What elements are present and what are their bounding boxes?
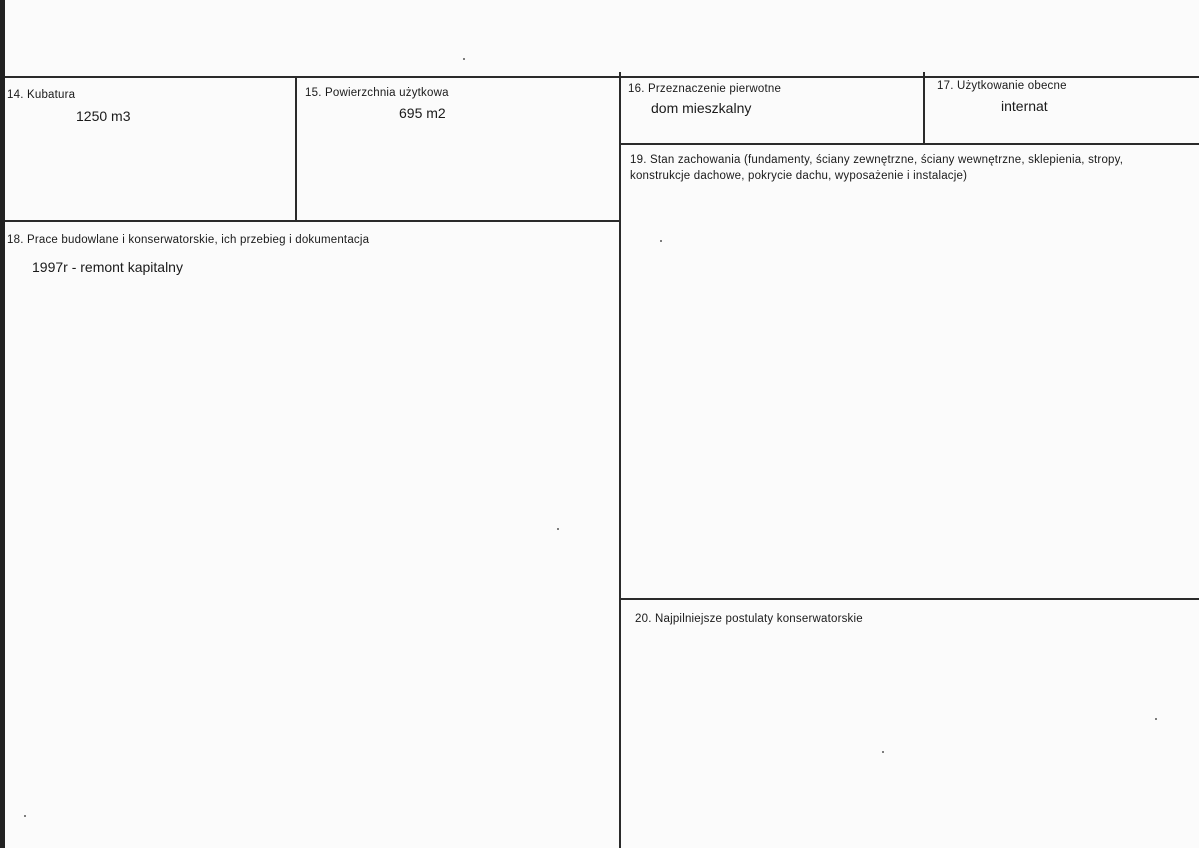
divider-14-15 xyxy=(295,76,297,222)
field-20-label: 20. Najpilniejsze postulaty konserwatorskie xyxy=(635,613,863,625)
field-14-value: 1250 m3 xyxy=(76,108,131,124)
line-above-20 xyxy=(621,598,1199,600)
scan-speck xyxy=(463,58,465,60)
line-above-19 xyxy=(619,143,1199,145)
field-15-value: 695 m2 xyxy=(399,105,446,121)
top-border-line xyxy=(5,76,1199,78)
scan-speck xyxy=(557,528,559,530)
field-15-label: 15. Powierzchnia użytkowa xyxy=(305,87,449,99)
scan-speck xyxy=(24,815,26,817)
scan-edge xyxy=(0,0,5,848)
scan-speck xyxy=(1155,718,1157,720)
field-18-label: 18. Prace budowlane i konserwatorskie, ich przebieg i dokumentacja xyxy=(7,234,370,246)
field-14-label: 14. Kubatura xyxy=(7,89,76,101)
divider-main xyxy=(619,72,621,848)
field-18-value: 1997r - remont kapitalny xyxy=(32,259,183,275)
field-19-label: 19. Stan zachowania (fundamenty, ściany zewnętrzne, ściany wewnętrzne, sklepienia, stropy, konstrukcje dachowe, pokrycie dachu, wyposażenie i instalacje) xyxy=(630,154,1124,182)
scan-speck xyxy=(660,240,662,242)
field-17-label: 17. Użytkowanie obecne xyxy=(937,80,1067,92)
field-16-value: dom mieszkalny xyxy=(651,100,752,116)
line-above-18 xyxy=(5,220,621,222)
divider-16-17 xyxy=(923,72,925,144)
field-16-label: 16. Przeznaczenie pierwotne xyxy=(628,83,782,95)
scan-speck xyxy=(882,751,884,753)
field-17-value: internat xyxy=(1001,98,1048,114)
